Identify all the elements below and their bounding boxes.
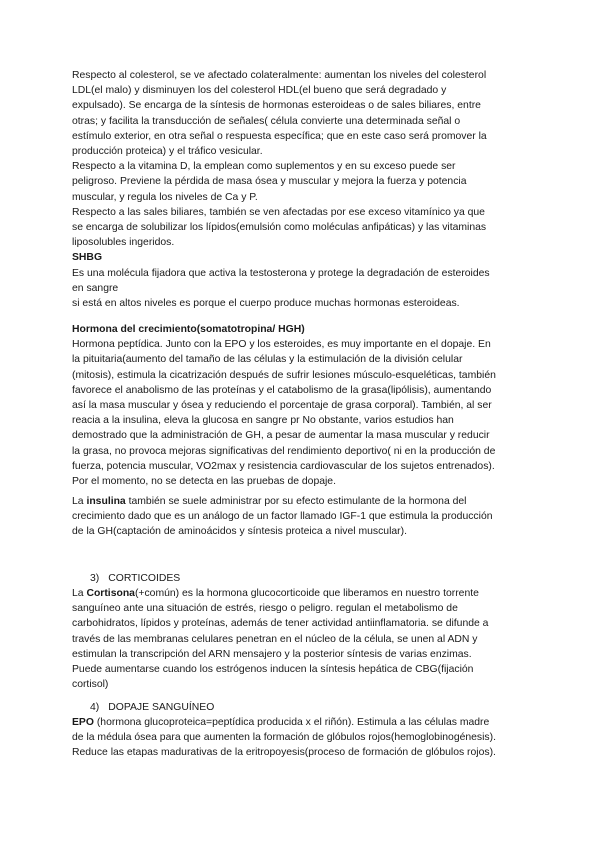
section-heading-corticoides: [90, 571, 180, 586]
text-run: también se suele administrar por su efecto estimulante de la hormona del: [125, 496, 467, 507]
text-line: Puede aumentarse cuando los estrógenos inducen la síntesis hepática de CBG(fijación: [72, 664, 474, 676]
text-line: sanguíneo ante una situación de estrés, riesgo o peligro. regulan el metabolismo de: [72, 603, 458, 615]
text-line: Respecto al colesterol, se ve afectado colateralmente: aumentan los niveles del colesterol: [72, 70, 487, 81]
section-title-dopaje: DOPAJE SANGUÍNEO: [108, 702, 215, 713]
section-hgh: [72, 322, 532, 489]
text-line: estimulan la transcripción del ARN mensajero y la posterior síntesis de varias enzimas.: [72, 648, 472, 660]
text-line: Es una molécula fijadora que activa la testosterona y protege la degradación de esteroides: [72, 267, 490, 279]
paragraph-colesterol: [72, 68, 532, 311]
paragraph-dopaje: [72, 715, 532, 761]
paragraph-corticoides: [72, 586, 532, 692]
section-title-corticoides: CORTICOIDES: [108, 573, 181, 584]
text-line: producción proteica) y el tráfico vesicular.: [72, 146, 263, 158]
text-line: favorece el anabolismo de las proteínas y el catabolismo de la grasa(lipólisis), aumentando: [72, 384, 492, 396]
text-run: La: [72, 588, 87, 599]
text-line: (mitosis), estimula la cicatrización después de sufrir lesiones músculo-esqueléticas, también: [72, 369, 496, 381]
text-line: de la médula ósea para que aumenten la formación de glóbulos rojos(hemoglobinogénesis).: [72, 732, 496, 744]
text-line: expulsado). Se encarga de la síntesis de hormonas esteroideas o de sales biliares, entre: [72, 100, 481, 112]
text-line: otras; y facilita la transducción de señales( célula convierte una determinada señal o: [72, 115, 461, 127]
text-run: La: [72, 496, 87, 507]
text-line: se encarga de solubilizar los lípidos(emulsión como moléculas anfipáticas) y las vitaminas: [72, 222, 487, 234]
paragraph-insulina: [72, 494, 532, 540]
text-line: [72, 715, 532, 730]
text-line: través de las membranas celulares penetran en el núcleo de la célula, se unen al ADN y: [72, 633, 478, 645]
text-line: fuerza, potencia muscular, VO2max y resistencia cardiovascular de los sujetos entrenados).: [72, 460, 495, 472]
text-line: [72, 586, 532, 601]
text-line: la grasa, no provoca mejoras significativas del rendimiento deportivo( ni en la producción de: [72, 445, 496, 457]
section-title-hgh: Hormona del crecimiento(somatotropina/ HGH): [72, 324, 305, 335]
text-line: cortisol): [72, 679, 109, 691]
text-run: (+común) es la hormona glucocorticoide que liberamos en nuestro torrente: [134, 588, 479, 599]
text-line: estímulo exterior, en otra señal o respuesta específica; que en este caso será promover la: [72, 130, 487, 142]
bold-term-insulina: insulina: [86, 496, 126, 507]
bold-term-epo: EPO: [72, 717, 94, 728]
text-line: si está en altos niveles es porque el cuerpo produce muchas hormonas esteroideas.: [72, 298, 460, 310]
text-run: (hormona glucoproteica=peptídica producida x el riñón). Estimula a las células madre: [93, 717, 490, 728]
text-line: Respecto a las sales biliares, también se ven afectadas por ese exceso vitamínico ya que: [72, 206, 485, 218]
section-title-shbg: SHBG: [72, 252, 103, 264]
text-line: carbohidratos, lípidos y proteínas, además de tener actividad antiinflamatoria. se difunde a: [72, 618, 489, 630]
text-line: Respecto a la vitamina D, la emplean como suplementos y en su exceso puede ser: [72, 161, 456, 173]
section-heading-dopaje: [90, 700, 214, 715]
text-line: así la masa muscular y ósea y reduciendo el porcentaje de grasa corporal). También, al ser: [72, 400, 492, 412]
text-line: la pituitaria(aumento del tamaño de las células y la estimulación de la división celular: [72, 354, 463, 366]
text-line: Reduce las etapas madurativas de la eritropoyesis(proceso de formación de glóbulos rojos).: [72, 747, 496, 759]
text-line: liposolubles ingeridos.: [72, 237, 175, 249]
text-line: [72, 494, 532, 509]
text-line: Por el momento, no se detecta en las pruebas de dopaje.: [72, 476, 336, 488]
list-number: 4): [90, 702, 100, 713]
text-line: LDL(el malo) y disminuyen los del colesterol HDL(el bueno que será degradado y: [72, 85, 447, 97]
text-line: demostrado que la administración de GH, a pesar de aumentar la masa muscular y reducir: [72, 430, 490, 442]
text-line: Hormona peptídica. Junto con la EPO y los esteroides, es muy importante en el dopaje. En: [72, 339, 491, 351]
text-line: reacia a la insulina, eleva la glucosa en sangre pr No obstante, varios estudios han: [72, 415, 454, 427]
text-line: muscular, y regula los niveles de Ca y P.: [72, 191, 258, 203]
text-line: crecimiento dado que es un análogo de un factor llamado IGF-1 que estimula la producción: [72, 511, 493, 523]
list-number: 3): [90, 573, 100, 584]
text-line: peligroso. Previene la pérdida de masa ósea y muscular y mejora la fuerza y potencia: [72, 176, 467, 188]
text-line: en sangre: [72, 282, 119, 294]
text-line: de la GH(captación de aminoácidos y síntesis proteica a nivel muscular).: [72, 526, 407, 538]
bold-term-cortisona: Cortisona: [86, 588, 135, 599]
